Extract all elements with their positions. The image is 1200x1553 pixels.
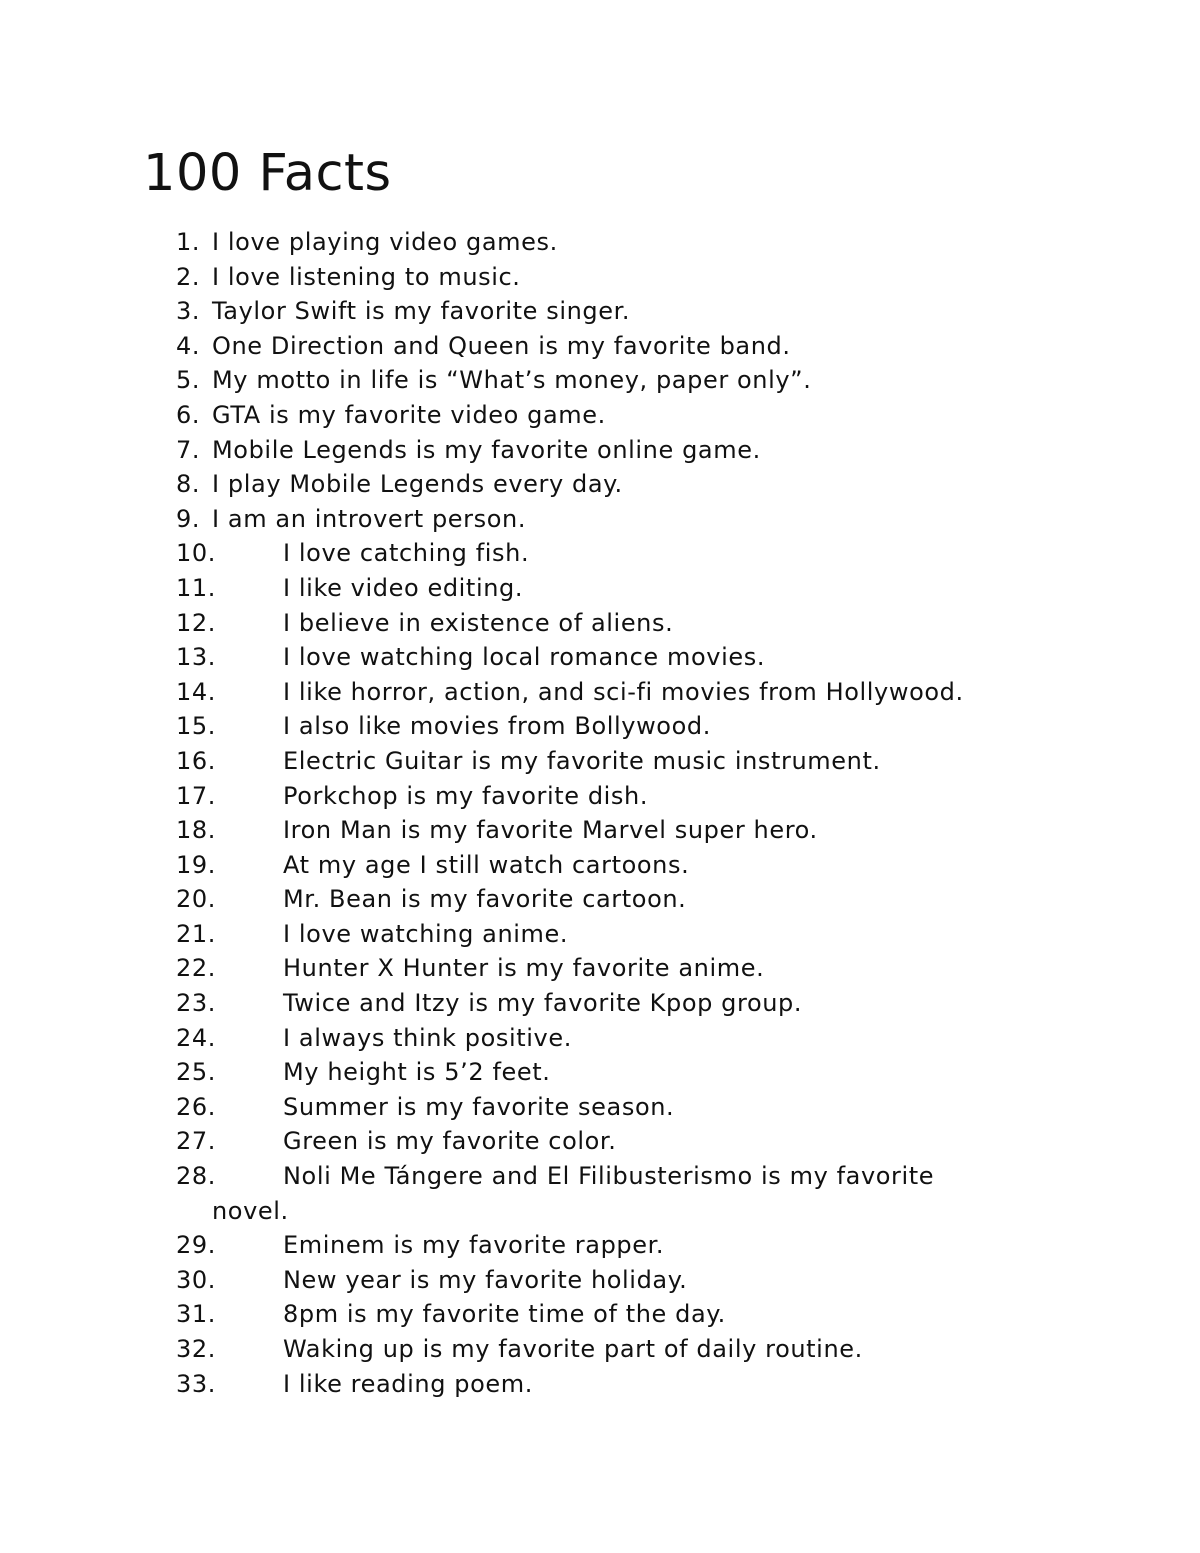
fact-text: GTA is my favorite video game. xyxy=(212,400,606,429)
fact-text: Hunter X Hunter is my favorite anime. xyxy=(283,954,765,983)
fact-text: Iron Man is my favorite Marvel super hero. xyxy=(283,816,818,845)
fact-number: 4. xyxy=(176,331,201,360)
fact-number: 12. xyxy=(176,608,216,637)
fact-text: Taylor Swift is my favorite singer. xyxy=(212,297,631,326)
fact-text: One Direction and Queen is my favorite band. xyxy=(212,331,791,360)
fact-number: 18. xyxy=(176,816,216,845)
fact-number: 15. xyxy=(176,712,216,741)
fact-item xyxy=(0,502,1200,537)
fact-number: 1. xyxy=(176,228,201,256)
fact-item xyxy=(0,571,1200,606)
fact-number: 25. xyxy=(176,1058,216,1087)
fact-item xyxy=(0,1055,1200,1090)
fact-number: 31. xyxy=(176,1300,216,1329)
fact-item xyxy=(0,1090,1200,1125)
fact-number: 6. xyxy=(176,400,201,429)
fact-text: I like video editing. xyxy=(283,573,524,602)
fact-text: Summer is my favorite season. xyxy=(283,1092,675,1121)
fact-item xyxy=(0,882,1200,917)
fact-text: I believe in existence of aliens. xyxy=(283,608,674,637)
fact-number: 16. xyxy=(176,746,216,775)
fact-item xyxy=(0,363,1200,398)
fact-number: 14. xyxy=(176,677,216,706)
fact-item xyxy=(0,467,1200,502)
fact-number: 2. xyxy=(176,262,201,291)
fact-item xyxy=(0,294,1200,329)
fact-item xyxy=(0,1367,1200,1402)
fact-item xyxy=(0,709,1200,744)
fact-text: I always think positive. xyxy=(283,1023,572,1052)
fact-text: Eminem is my favorite rapper. xyxy=(283,1231,665,1260)
fact-text: I like horror, action, and sci-fi movies from Hollywood. xyxy=(283,677,964,706)
fact-number: 21. xyxy=(176,919,216,948)
fact-number: 19. xyxy=(176,850,216,879)
fact-item xyxy=(0,813,1200,848)
fact-text: I play Mobile Legends every day. xyxy=(212,470,623,499)
fact-number: 27. xyxy=(176,1127,216,1156)
fact-item xyxy=(0,675,1200,710)
fact-item xyxy=(0,398,1200,433)
fact-text: I love watching local romance movies. xyxy=(283,643,766,672)
fact-text: At my age I still watch cartoons. xyxy=(283,850,690,879)
fact-item xyxy=(0,1021,1200,1056)
fact-text: My motto in life is “What’s money, paper only”. xyxy=(212,366,812,395)
fact-text: Mobile Legends is my favorite online game. xyxy=(212,435,761,464)
fact-number: 28. xyxy=(176,1162,216,1191)
fact-item xyxy=(0,606,1200,641)
fact-text: I also like movies from Bollywood. xyxy=(283,712,711,741)
fact-number: 29. xyxy=(176,1231,216,1260)
facts-list xyxy=(0,225,1200,1401)
fact-number: 9. xyxy=(176,504,201,533)
page-title: 100 Facts xyxy=(143,144,392,203)
fact-text: Mr. Bean is my favorite cartoon. xyxy=(283,885,687,914)
fact-text: Noli Me Tángere and El Filibusterismo is my favorite xyxy=(283,1162,935,1191)
fact-text-continuation: novel. xyxy=(212,1196,289,1225)
fact-item xyxy=(0,848,1200,883)
fact-number: 33. xyxy=(176,1369,216,1398)
fact-text: I love listening to music. xyxy=(212,262,521,291)
fact-text: I love catching fish. xyxy=(283,539,530,568)
fact-text: I like reading poem. xyxy=(283,1369,533,1398)
fact-number: 5. xyxy=(176,366,201,395)
fact-number: 17. xyxy=(176,781,216,810)
fact-item xyxy=(0,1124,1200,1159)
fact-item xyxy=(0,917,1200,952)
fact-number: 24. xyxy=(176,1023,216,1052)
fact-item xyxy=(0,433,1200,468)
fact-number: 23. xyxy=(176,989,216,1018)
fact-number: 30. xyxy=(176,1265,216,1294)
fact-text: Porkchop is my favorite dish. xyxy=(283,781,649,810)
fact-item xyxy=(0,779,1200,814)
fact-item xyxy=(0,744,1200,779)
fact-number: 10. xyxy=(176,539,216,568)
fact-text: My height is 5’2 feet. xyxy=(283,1058,551,1087)
fact-text: New year is my favorite holiday. xyxy=(283,1265,688,1294)
fact-text: Waking up is my favorite part of daily routine. xyxy=(283,1335,863,1363)
fact-number: 22. xyxy=(176,954,216,983)
fact-item xyxy=(0,1228,1200,1263)
fact-text: Electric Guitar is my favorite music instrument. xyxy=(283,746,881,775)
fact-item xyxy=(0,225,1200,260)
fact-text: I love playing video games. xyxy=(212,228,558,256)
fact-text: 8pm is my favorite time of the day. xyxy=(283,1300,726,1329)
fact-item xyxy=(0,1332,1200,1367)
fact-number: 32. xyxy=(176,1335,216,1363)
fact-number: 8. xyxy=(176,470,201,499)
fact-text: Green is my favorite color. xyxy=(283,1127,617,1156)
fact-item xyxy=(0,951,1200,986)
fact-item xyxy=(0,260,1200,295)
fact-item xyxy=(0,1297,1200,1332)
fact-number: 20. xyxy=(176,885,216,914)
fact-number: 7. xyxy=(176,435,201,464)
fact-number: 26. xyxy=(176,1092,216,1121)
fact-item xyxy=(0,1263,1200,1298)
fact-item xyxy=(0,1159,1200,1228)
fact-item xyxy=(0,986,1200,1021)
fact-text: I love watching anime. xyxy=(283,919,569,948)
fact-item xyxy=(0,640,1200,675)
fact-text: Twice and Itzy is my favorite Kpop group. xyxy=(283,989,803,1018)
fact-item xyxy=(0,329,1200,364)
fact-item xyxy=(0,536,1200,571)
fact-number: 13. xyxy=(176,643,216,672)
fact-number: 11. xyxy=(176,573,216,602)
fact-text: I am an introvert person. xyxy=(212,504,527,533)
fact-number: 3. xyxy=(176,297,201,326)
